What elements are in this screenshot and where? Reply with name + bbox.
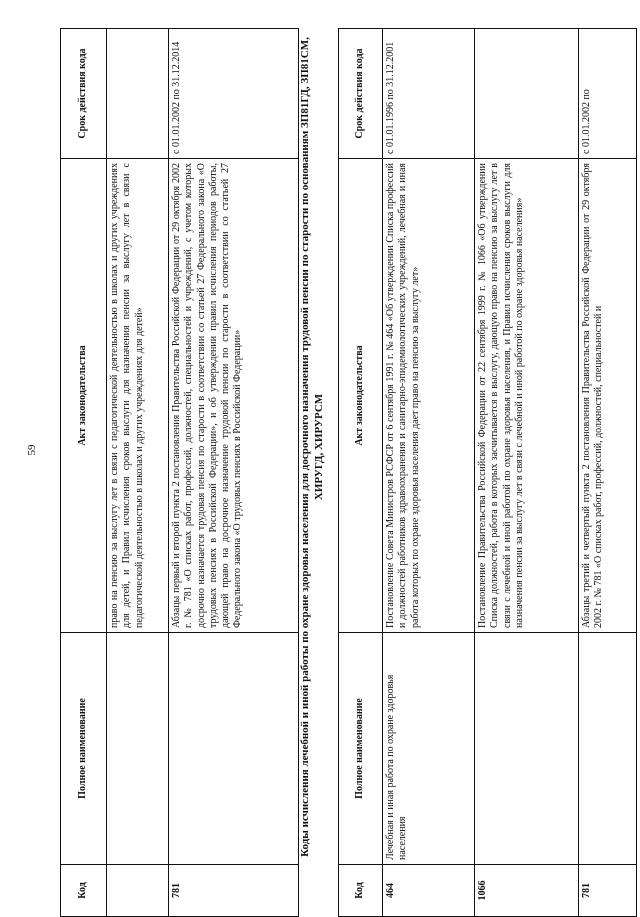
cell-act: Постановление Правительства Российской Федерации от 22 сентября 1999 г. № 1066 «Об утверждении Списка должностей, работа в которых засчитывается в выслугу, дающую право на пенсию за выслугу лет в связи с лечебной и иной работой по охране здоровья населения, и Правил исчисления сроков выслуги для назначения пенсии за выслугу лет в связи с лечебной и иной работой по охране здоровья населения» — [475, 159, 579, 633]
cell-period: с 01.01.1996 по 31.12.2001 — [383, 29, 475, 159]
cell-act: Абзацы третий и четвертый пункта 2 постановления Правительства Российской Федерации от 29 октября 2002 г. № 781 «О списках работ, профессий, должностей, специальностей и — [579, 159, 637, 633]
page-number: 59 — [26, 444, 38, 456]
cell-period: с 01.01.2002 по 31.12.2014 — [169, 29, 299, 159]
header-name: Полное наименование — [339, 633, 383, 865]
cell-act: Абзацы первый и второй пункта 2 постановления Правительства Российской Федерации от 29 октября 2002 г. № 781 «О списках работ, профессий, должностей, специальностей и учреждений, с учетом которых досрочно назначается трудовая пенсия по старости в соответствии со статьей 27 Федерального закона «О трудовых пенсиях в Российской Федерации», и об утверждении правил исчисления периодов работы, дающей право на досрочное назначение трудовой пенсии по старости в соответствии со статьей 27 Федерального закона «О трудовых пенсиях в Российской Федерации» — [169, 159, 299, 633]
cell-name: Лечебная и иная работа по охране здоровья населения — [383, 633, 475, 865]
cell-period — [107, 29, 169, 159]
table-header-row — [339, 29, 383, 917]
cell-code: 464 — [383, 865, 475, 917]
cell-act: Постановление Совета Министров РСФСР от 6 сентября 1991 г. № 464 «Об утверждении Списка профессий и должностей работников здравоохранения и санитарно-эпидемиологических учреждений, лечебная и иная работа которых по охране здоровья населения дает право на пенсию за выслугу лет» — [383, 159, 475, 633]
header-act: Акт законодательства — [61, 159, 107, 633]
table-row — [107, 29, 169, 917]
cell-code — [107, 865, 169, 917]
cell-name — [107, 633, 169, 865]
header-code: Код — [339, 865, 383, 917]
cell-name — [169, 633, 299, 865]
table-row — [169, 29, 299, 917]
header-period: Срок действия кода — [339, 29, 383, 159]
header-act: Акт законодательства — [339, 159, 383, 633]
table-row — [383, 29, 475, 917]
cell-code: 781 — [579, 865, 637, 917]
cell-period: с 01.01.2002 по — [579, 29, 637, 159]
table-row — [579, 29, 637, 917]
table-medical-pension — [338, 28, 637, 917]
cell-name — [579, 633, 637, 865]
cell-name — [475, 633, 579, 865]
header-period: Срок действия кода — [61, 29, 107, 159]
table-header-row — [61, 29, 107, 917]
cell-act: право на пенсию за выслугу лет в связи с педагогической деятельностью в школах и других учреждениях для детей, и Правил исчисления сроков выслуги для назначения пенсии за выслугу лет в связи с педагогической деятельностью в школах и других учреждениях для детей» — [107, 159, 169, 633]
table-row — [475, 29, 579, 917]
section-title: Коды исчисления лечебной и иной работы по охране здоровья населения для досрочного назначения трудовой пенсии по старости по основаниям ЗП81ГД, ЗП81СМ, ХИРУГД, ХИРУРСМ — [299, 37, 325, 857]
header-name: Полное наименование — [61, 633, 107, 865]
table-school-pension — [60, 28, 299, 917]
cell-code: 781 — [169, 865, 299, 917]
cell-period — [475, 29, 579, 159]
cell-code: 1066 — [475, 865, 579, 917]
header-code: Код — [61, 865, 107, 917]
